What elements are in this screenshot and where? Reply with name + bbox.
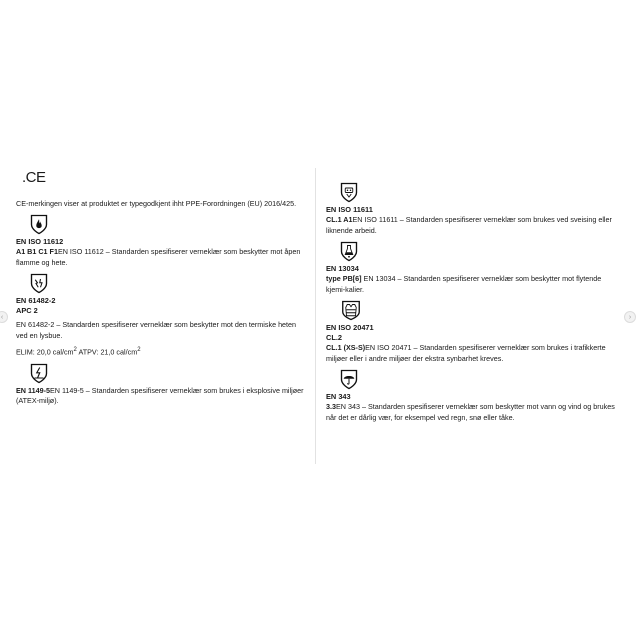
column-divider bbox=[315, 168, 316, 464]
standard-class: APC 2 bbox=[16, 306, 38, 315]
unit-superscript: 2 bbox=[73, 347, 77, 353]
standard-title: EN 61482-2 bbox=[16, 296, 56, 305]
standard-code: type PB[6] bbox=[326, 274, 362, 283]
standard-class: CL.2 bbox=[326, 333, 343, 342]
umbrella-shield-icon bbox=[340, 369, 358, 390]
antistatic-shield-icon bbox=[30, 363, 48, 384]
left-column bbox=[16, 165, 306, 407]
atpv-value: ATPV: 21,0 cal/cm bbox=[76, 347, 138, 357]
standard-en-iso-20471 bbox=[326, 300, 618, 364]
standard-description bbox=[326, 343, 618, 364]
arc-ratings bbox=[16, 345, 306, 358]
standard-code: 3.3 bbox=[326, 402, 336, 411]
standard-code: CL.1 (XS-S) bbox=[326, 343, 366, 352]
elim-value: ELIM: 20,0 cal/cm bbox=[16, 347, 74, 357]
standard-text: EN ISO 20471 – Standarden spesifiserer verneklær som brukes i trafikkerte miljøer eller i andre miljøer der ekstra synbarhet kreves. bbox=[326, 343, 606, 363]
standard-text: EN 13034 – Standarden spesifiserer verneklær som beskytter mot flytende kjemi-kalier. bbox=[326, 274, 602, 294]
ce-mark-icon: .CE bbox=[22, 169, 46, 186]
carousel-prev-icon[interactable]: ‹ bbox=[0, 311, 8, 323]
standard-description bbox=[16, 386, 306, 407]
standard-description bbox=[326, 215, 618, 236]
welding-shield-icon bbox=[340, 182, 358, 203]
hi-vis-vest-shield-icon bbox=[340, 300, 362, 321]
standard-text: EN ISO 11611 – Standarden spesifiserer verneklær som brukes ved sveising eller liknende arbeid. bbox=[326, 215, 612, 235]
fire-shield-icon bbox=[30, 214, 48, 235]
chemical-shield-icon bbox=[340, 241, 358, 262]
carousel-next-icon[interactable]: › bbox=[624, 311, 636, 323]
standard-description bbox=[16, 247, 306, 268]
unit-superscript: 2 bbox=[137, 347, 141, 353]
standard-en-13034 bbox=[326, 241, 618, 295]
ce-description: CE-merkingen viser at produktet er typegodkjent ihht PPE-Forordningen (EU) 2016/425. bbox=[16, 199, 297, 208]
right-column bbox=[326, 182, 618, 423]
standard-title: EN 343 bbox=[326, 392, 351, 401]
standard-title: EN ISO 11611 bbox=[326, 205, 373, 214]
standard-description bbox=[326, 274, 618, 295]
standard-text: EN 1149-5 – Standarden spesifiserer verneklær som brukes i eksplosive miljøer (ATEX-miljø). bbox=[16, 385, 304, 406]
standard-title: EN ISO 11612 bbox=[16, 237, 64, 246]
arc-flash-shield-icon bbox=[30, 273, 48, 294]
standard-description: EN 61482-2 – Standarden spesifiserer verneklær som beskytter mot den termiske heten ved en lysbue. bbox=[16, 320, 297, 340]
standard-en-343 bbox=[326, 369, 618, 423]
standard-en-1149-5 bbox=[16, 363, 306, 407]
standard-en-61482-2 bbox=[16, 273, 306, 358]
standard-code: A1 B1 C1 F1 bbox=[16, 247, 58, 256]
standard-code: CL.1 A1 bbox=[326, 215, 353, 224]
standard-code: EN 1149-5 bbox=[16, 385, 50, 395]
standard-en-iso-11612 bbox=[16, 214, 306, 268]
standard-text: EN 343 – Standarden spesifiserer verneklær som beskytter mot vann og vind og brukes når det er dårlig vær, for eksempel ved regn, snø eller tåke. bbox=[326, 402, 615, 422]
standard-text: EN ISO 11612 – Standarden spesifiserer verneklær som beskytter mot åpen flamme og hete. bbox=[16, 247, 301, 267]
standard-description bbox=[326, 402, 618, 423]
standard-title: EN ISO 20471 bbox=[326, 323, 374, 332]
standard-title: EN 13034 bbox=[326, 264, 359, 273]
standard-en-iso-11611 bbox=[326, 182, 618, 236]
